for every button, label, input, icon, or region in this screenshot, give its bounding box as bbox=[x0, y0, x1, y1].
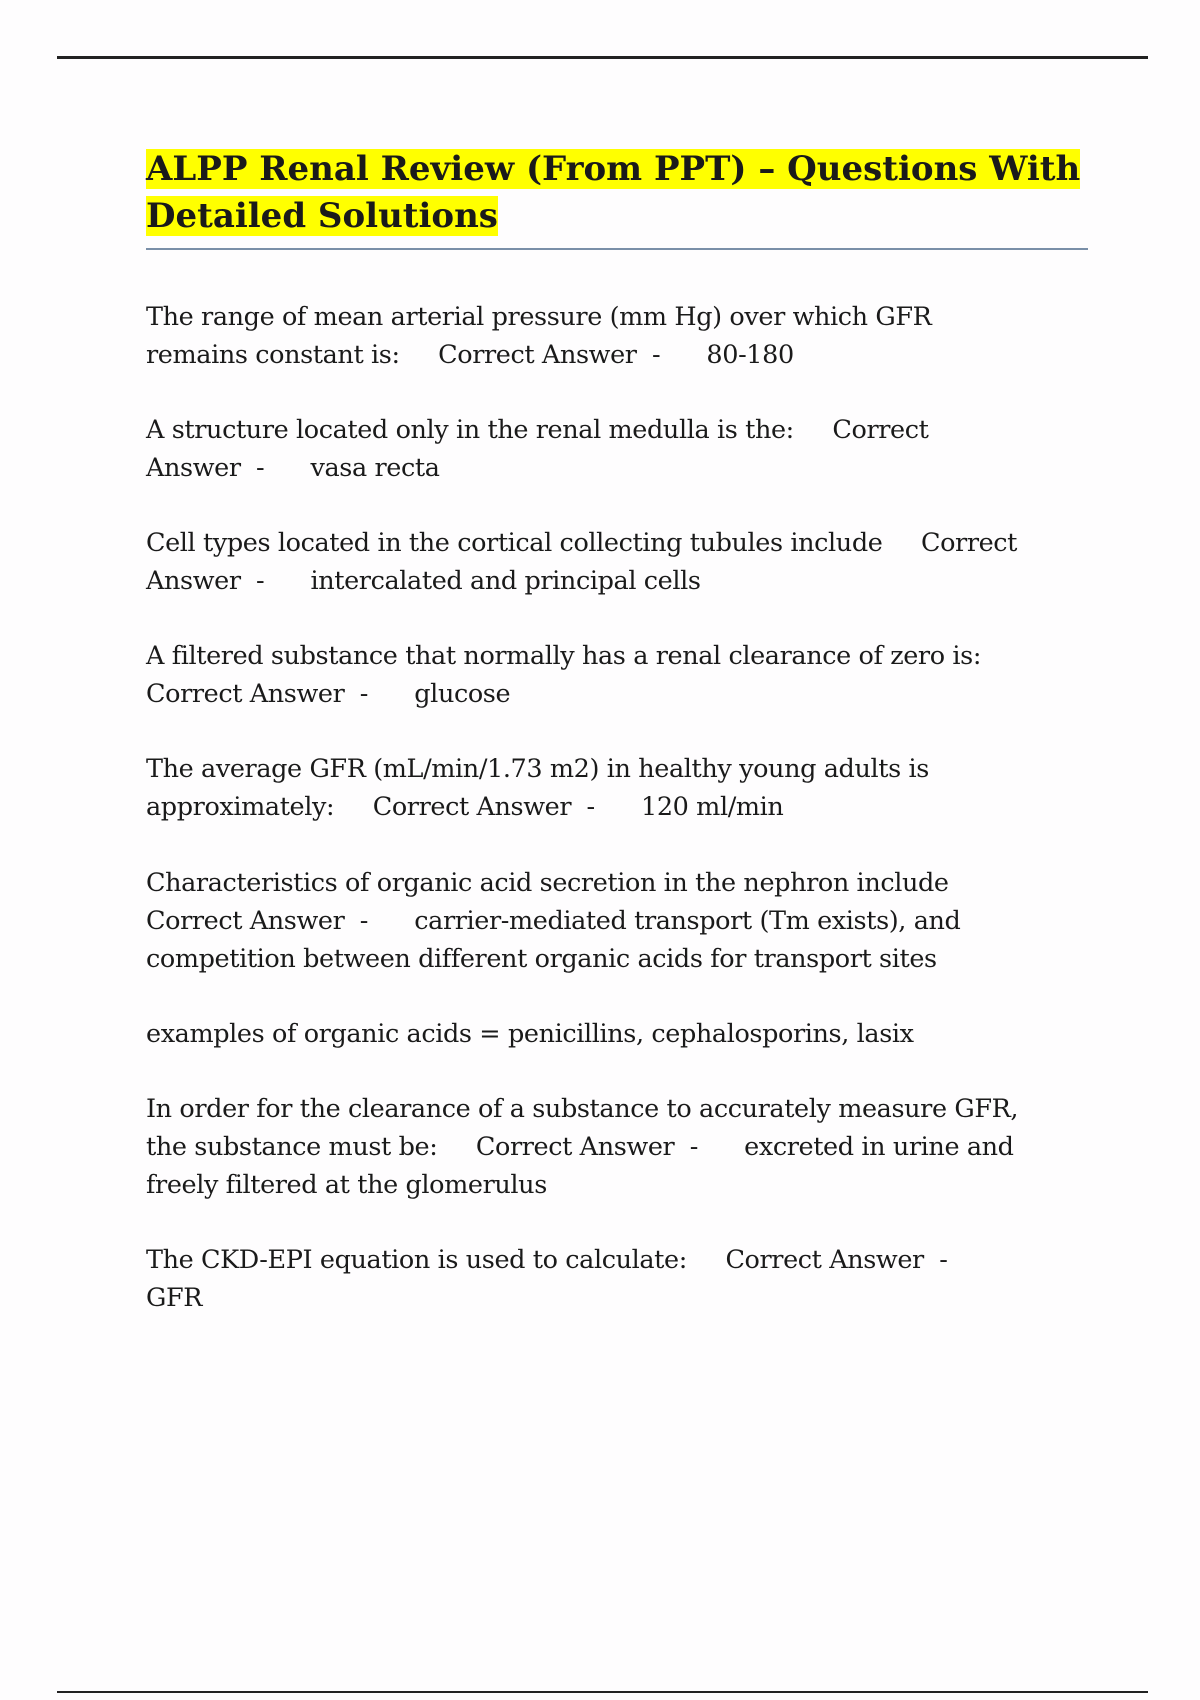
page-title bbox=[146, 146, 1096, 240]
qa-line: the substance must be: Correct Answer - excreted in urine and bbox=[146, 1132, 1014, 1162]
qa-line: The average GFR (mL/min/1.73 m2) in healthy young adults is bbox=[146, 754, 929, 784]
qa-line: Correct Answer - glucose bbox=[146, 679, 511, 709]
qa-item bbox=[146, 298, 931, 374]
qa-item bbox=[146, 1015, 914, 1053]
qa-line: approximately: Correct Answer - 120 ml/min bbox=[146, 792, 784, 822]
title-line-1: ALPP Renal Review (From PPT) – Questions With bbox=[146, 149, 1081, 189]
qa-line: Cell types located in the cortical collecting tubules include Correct bbox=[146, 528, 1018, 558]
qa-line: GFR bbox=[146, 1283, 203, 1313]
qa-line: A filtered substance that normally has a renal clearance of zero is: bbox=[146, 641, 982, 671]
qa-item bbox=[146, 524, 1017, 600]
qa-item bbox=[146, 411, 928, 487]
qa-item bbox=[146, 1241, 947, 1317]
qa-line: Characteristics of organic acid secretion in the nephron include bbox=[146, 868, 949, 898]
qa-line: Answer - vasa recta bbox=[146, 453, 440, 483]
qa-line: In order for the clearance of a substance to accurately measure GFR, bbox=[146, 1094, 1019, 1124]
qa-item bbox=[146, 637, 981, 713]
qa-line: Correct Answer - carrier-mediated transport (Tm exists), and bbox=[146, 906, 961, 936]
qa-line: freely filtered at the glomerulus bbox=[146, 1170, 547, 1200]
qa-line: competition between different organic acids for transport sites bbox=[146, 944, 937, 974]
page-top-rule bbox=[57, 56, 1148, 59]
qa-line: The range of mean arterial pressure (mm Hg) over which GFR bbox=[146, 302, 932, 332]
qa-line: The CKD-EPI equation is used to calculate: Correct Answer - bbox=[146, 1245, 948, 1275]
title-separator bbox=[146, 248, 1088, 250]
qa-line: examples of organic acids = penicillins, cephalosporins, lasix bbox=[146, 1019, 914, 1049]
page-bottom-rule bbox=[57, 1691, 1148, 1693]
qa-line: remains constant is: Correct Answer - 80-180 bbox=[146, 340, 794, 370]
qa-item bbox=[146, 1090, 1018, 1204]
qa-line: Answer - intercalated and principal cells bbox=[146, 566, 701, 596]
title-line-2: Detailed Solutions bbox=[146, 196, 498, 236]
qa-item bbox=[146, 750, 929, 826]
qa-item bbox=[146, 864, 960, 978]
qa-line: A structure located only in the renal medulla is the: Correct bbox=[146, 415, 929, 445]
